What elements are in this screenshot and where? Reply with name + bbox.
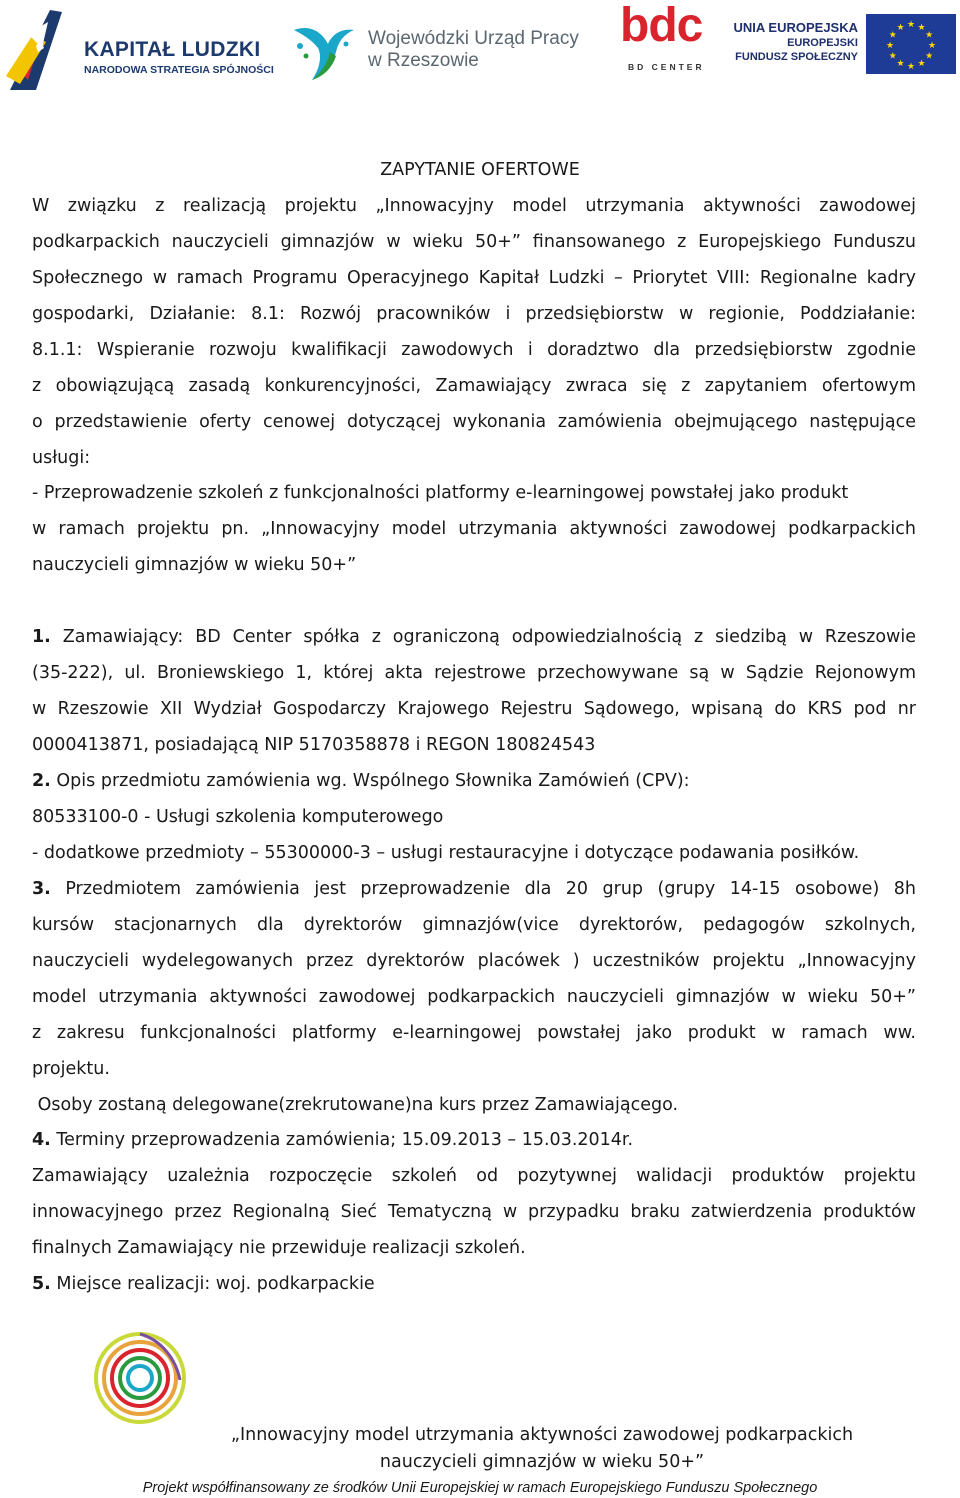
section-2-line	[32, 763, 916, 799]
section-4-line	[32, 1122, 916, 1158]
section-2	[32, 763, 916, 871]
section-5-number: 5.	[32, 1274, 51, 1294]
section-4	[32, 1122, 916, 1266]
section-3-line: projektu.	[32, 1059, 110, 1079]
eu-flag-icon	[866, 14, 956, 74]
svg-text:★: ★	[927, 41, 937, 51]
document-title: ZAPYTANIE OFERTOWE	[380, 160, 580, 180]
intro-line: z obowiązującą zasadą konkurencyjności, Zamawiający zwraca się z zapytaniem ofertowym	[32, 376, 916, 396]
intro-line: o przedstawienie oferty cenowej dotyczącej wykonania zamówienia obejmującego następujące	[32, 412, 916, 432]
section-3-text: Przedmiotem zamówienia jest przeprowadzenie dla 20 grup (grupy 14-15 osobowe) 8h	[65, 879, 916, 899]
footer-cofinancing-note: Projekt współfinansowany ze środków Unii Europejskiej w ramach Europejskiego Funduszu Społecznego	[142, 1480, 818, 1496]
section-1-number: 1.	[32, 627, 51, 647]
section-5-line	[32, 1266, 916, 1302]
service-line: - Przeprowadzenie szkoleń z funkcjonalności platformy e-learningowej powstałej jako produkt	[32, 483, 849, 503]
intro-paragraph	[32, 188, 916, 476]
section-2-line: - dodatkowe przedmioty – 55300000-3 – usługi restauracyjne i dotyczące podawania posiłków.	[32, 843, 860, 863]
svg-text:★: ★	[888, 51, 897, 62]
footer-line2: nauczycieli gimnazjów w wieku 50+”	[379, 1452, 705, 1472]
svg-text:★: ★	[906, 62, 916, 72]
kapital-ludzki-icon	[6, 6, 66, 92]
svg-text:★: ★	[917, 59, 926, 70]
wup-logo	[292, 16, 592, 82]
footer-project-title	[62, 1422, 960, 1476]
section-1-line: 0000413871, posiadającą NIP 5170358878 i REGON 180824543	[32, 735, 596, 755]
section-4-line: innowacyjnego przez Regionalną Sieć Tematyczną w przypadku braku zatwierdzenia produktów	[32, 1202, 916, 1222]
intro-line: 8.1.1: Wspieranie rozwoju kwalifikacji zawodowych i doradztwo dla przedsiębiorstw zgodnie	[32, 340, 916, 360]
svg-text:★: ★	[896, 22, 905, 33]
svg-text:★: ★	[885, 41, 895, 51]
section-3-line: kursów stacjonarnych dla dyrektorów gimnazjów(vice dyrektorów, pedagogów szkolnych,	[32, 915, 916, 935]
wup-name-line1: Wojewódzki Urząd Pracy	[368, 28, 579, 49]
eu-line2: EUROPEJSKI	[787, 37, 858, 49]
services-paragraph	[32, 475, 916, 583]
section-5-text: Miejsce realizacji: woj. podkarpackie	[56, 1274, 375, 1294]
intro-line: podkarpackich nauczycieli gimnazjów w wieku 50+” finansowanego z Europejskiego Funduszu	[32, 232, 916, 252]
intro-line: gospodarki, Działanie: 8.1: Rozwój pracowników i przedsiębiorstw w regionie, Poddziałanie:	[32, 304, 916, 324]
section-4-line: finalnych Zamawiający nie przewiduje realizacji szkoleń.	[32, 1238, 526, 1258]
svg-text:★: ★	[896, 59, 905, 70]
intro-line: W związku z realizacją projektu „Innowacyjny model utrzymania aktywności zawodowej	[32, 196, 916, 216]
service-line: nauczycieli gimnazjów w wieku 50+”	[32, 555, 357, 575]
svg-text:★: ★	[925, 51, 934, 62]
svg-text:★: ★	[917, 22, 926, 33]
eu-line1: UNIA EUROPEJSKA	[733, 20, 858, 35]
section-4-text: Terminy przeprowadzenia zamówienia; 15.09.2013 – 15.03.2014r.	[56, 1130, 634, 1150]
wup-name-line2: w Rzeszowie	[368, 50, 479, 71]
eu-logo	[732, 14, 956, 74]
section-1-line	[32, 619, 916, 655]
kapital-ludzki-logo	[6, 6, 276, 92]
section-3-line: model utrzymania aktywności zawodowej podkarpackich nauczycieli gimnazjów w wieku 50+”	[32, 987, 916, 1007]
section-1-line: w Rzeszowie XII Wydział Gospodarczy Krajowego Rejestru Sądowego, wpisaną do KRS pod nr	[32, 699, 916, 719]
svg-text:★: ★	[888, 30, 897, 41]
section-3-line	[32, 871, 916, 907]
bdc-logo	[620, 0, 720, 74]
section-3-line: z zakresu funkcjonalności platformy e-learningowej powstałej jako produkt w ramach ww.	[32, 1023, 916, 1043]
section-2-number: 2.	[32, 771, 51, 791]
intro-line: usługi:	[32, 448, 91, 468]
bdc-subtitle: BD CENTER	[628, 62, 705, 72]
bdc-wordmark: bdc	[620, 0, 703, 52]
footer-line1: „Innowacyjny model utrzymania aktywności zawodowej podkarpackich	[230, 1425, 854, 1445]
section-5	[32, 1266, 916, 1302]
section-3-line: nauczycieli wydelegowanych przez dyrektorów placówek ) uczestników projektu „Innowacyjny	[32, 951, 916, 971]
section-4-number: 4.	[32, 1130, 51, 1150]
section-3-line: Osoby zostaną delegowane(zrekrutowane)na kurs przez Zamawiającego.	[32, 1095, 679, 1115]
section-3	[32, 871, 916, 1123]
wup-bird-icon	[292, 16, 358, 82]
intro-line: Społecznego w ramach Programu Operacyjnego Kapitał Ludzki – Priorytet VIII: Regionalne kadry	[32, 268, 916, 288]
section-2-text: Opis przedmiotu zamówienia wg. Wspólnego Słownika Zamówień (CPV):	[56, 771, 690, 791]
section-3-number: 3.	[32, 879, 51, 899]
svg-text:★: ★	[906, 20, 916, 30]
section-2-line: 80533100-0 - Usługi szkolenia komputerowego	[32, 807, 444, 827]
section-1-line: (35-222), ul. Broniewskiego 1, której akta rejestrowe przechowywane są w Sądzie Rejonowym	[32, 663, 916, 683]
eu-line3: FUNDUSZ SPOŁECZNY	[735, 51, 858, 63]
project-logo-icon	[92, 1320, 188, 1436]
section-4-line: Zamawiający uzależnia rozpoczęcie szkoleń od pozytywnej walidacji produktów projektu	[32, 1166, 916, 1186]
kapital-ludzki-name: KAPITAŁ LUDZKI	[84, 38, 261, 61]
kapital-ludzki-tagline: NARODOWA STRATEGIA SPÓJNOŚCI	[84, 64, 274, 76]
header-logos	[0, 0, 960, 110]
section-1-text: Zamawiający: BD Center spółka z ograniczoną odpowiedzialnością z siedzibą w Rzeszowie	[62, 627, 916, 647]
service-line: w ramach projektu pn. „Innowacyjny model utrzymania aktywności zawodowej podkarpackich	[32, 519, 916, 539]
section-1	[32, 619, 916, 763]
svg-text:★: ★	[925, 30, 934, 41]
